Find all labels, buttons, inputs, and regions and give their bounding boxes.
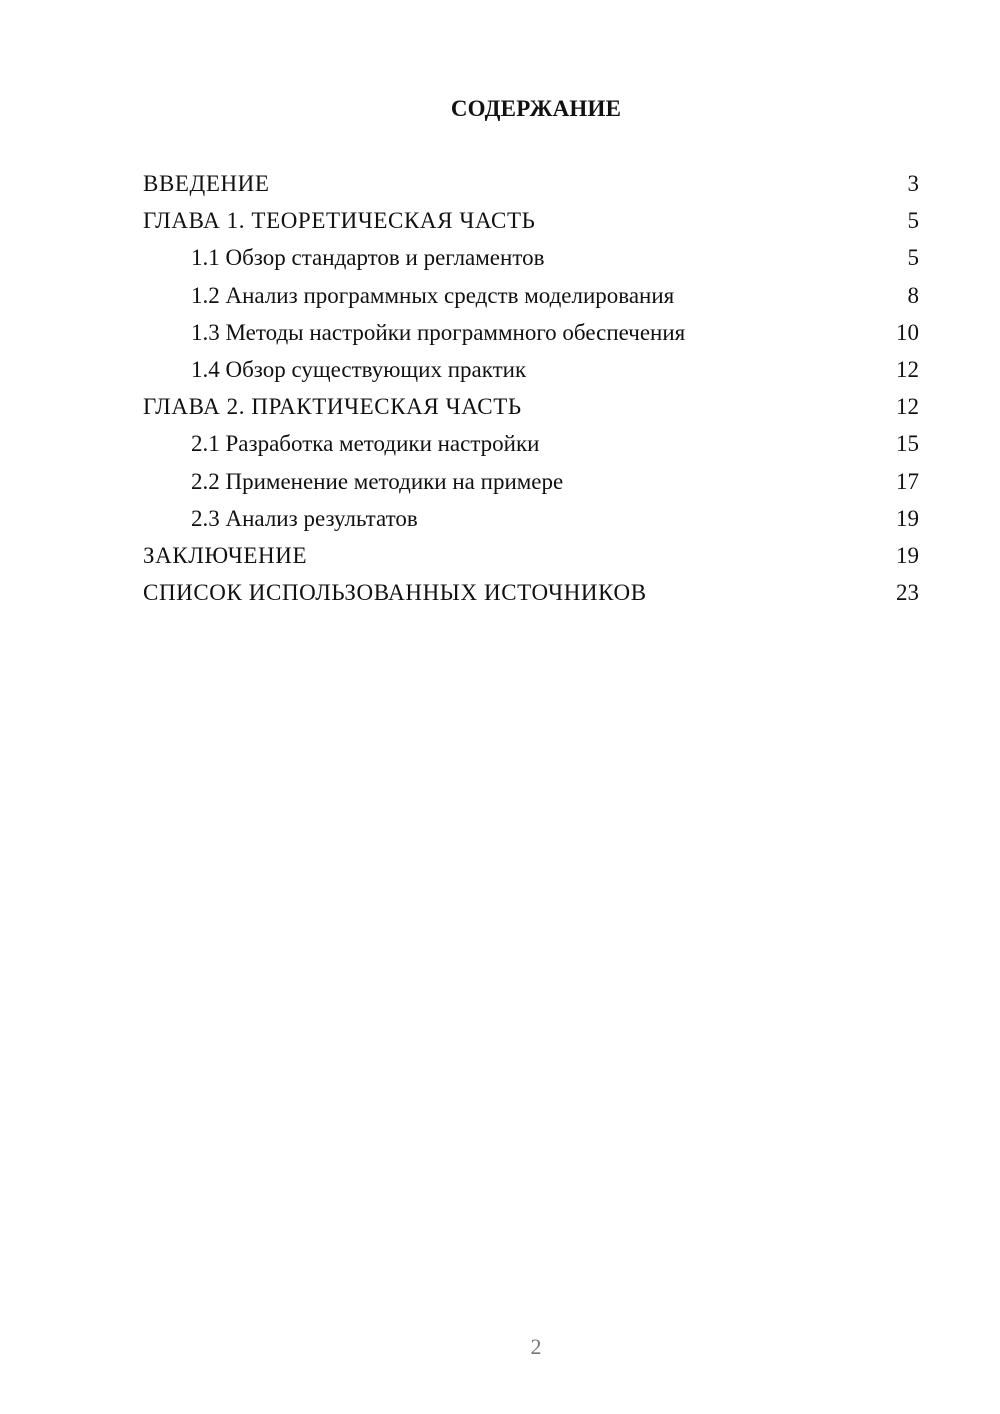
toc-entry-page: 15	[896, 431, 919, 457]
toc-entry-label: 2.1 Разработка методики настройки	[191, 431, 540, 457]
toc-entry-page: 19	[896, 542, 919, 568]
toc-entry-page: 5	[907, 245, 919, 271]
toc-entry-conclusion[interactable]	[143, 540, 919, 577]
toc-entry-page: 23	[896, 580, 919, 606]
toc-entry-page: 3	[907, 171, 919, 196]
toc-entry-page: 17	[896, 468, 919, 494]
toc-entry-section-1-2[interactable]	[143, 280, 919, 317]
toc-entry-label: 2.2 Применение методики на примере	[191, 468, 564, 494]
toc-entry-label: 1.2 Анализ программных средств моделирования	[191, 282, 675, 308]
toc-entry-section-2-3[interactable]	[143, 503, 919, 540]
toc-entry-page: 19	[896, 505, 919, 531]
toc-entry-page: 12	[896, 394, 919, 420]
toc-entry-section-2-2[interactable]	[143, 466, 919, 503]
table-of-contents	[143, 168, 919, 614]
toc-entry-label: ВВЕДЕНИЕ	[143, 171, 270, 196]
toc-entry-label: 1.3 Методы настройки программного обеспечения	[191, 319, 686, 345]
toc-entry-introduction[interactable]	[143, 168, 919, 205]
toc-entry-label: ГЛАВА 1. ТЕОРЕТИЧЕСКАЯ ЧАСТЬ	[143, 208, 536, 234]
page-number: 2	[530, 1334, 542, 1359]
toc-entry-page: 8	[907, 282, 919, 308]
toc-entry-label: 2.3 Анализ результатов	[191, 505, 418, 531]
toc-entry-label: 1.1 Обзор стандартов и регламентов	[191, 245, 545, 271]
toc-entry-label: ГЛАВА 2. ПРАКТИЧЕСКАЯ ЧАСТЬ	[143, 394, 522, 420]
toc-entry-page: 12	[896, 356, 919, 382]
toc-entry-section-1-3[interactable]	[143, 317, 919, 354]
toc-entry-chapter-1[interactable]	[143, 205, 919, 242]
toc-entry-section-1-1[interactable]	[143, 242, 919, 279]
toc-entry-label: ЗАКЛЮЧЕНИЕ	[143, 542, 308, 568]
toc-entry-page: 5	[907, 208, 919, 234]
toc-entry-label: 1.4 Обзор существующих практик	[191, 356, 527, 382]
toc-entry-chapter-2[interactable]	[143, 391, 919, 428]
toc-entry-page: 10	[896, 319, 919, 345]
toc-entry-section-1-4[interactable]	[143, 354, 919, 391]
toc-entry-label: СПИСОК ИСПОЛЬЗОВАННЫХ ИСТОЧНИКОВ	[143, 580, 647, 606]
toc-entry-section-2-1[interactable]	[143, 428, 919, 465]
toc-title: СОДЕРЖАНИЕ	[450, 96, 622, 121]
toc-entry-references[interactable]	[143, 577, 919, 614]
